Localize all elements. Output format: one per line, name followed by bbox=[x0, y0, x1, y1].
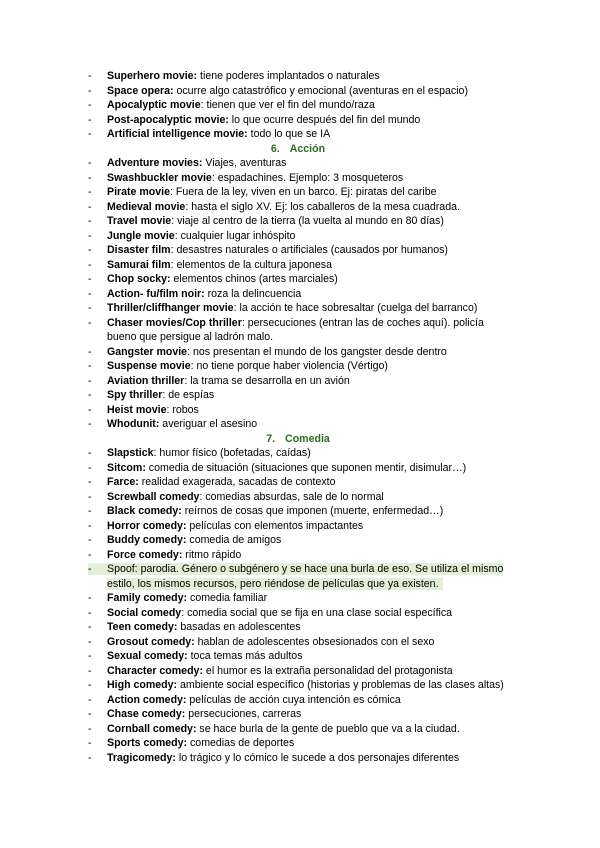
genre-description: reírnos de cosas que imponen (muerte, enfermedad…) bbox=[181, 505, 444, 517]
genre-term: Whodunit: bbox=[107, 418, 160, 430]
list-item bbox=[88, 548, 508, 563]
list-item bbox=[88, 84, 508, 99]
genre-description: : elementos de la cultura japonesa bbox=[170, 258, 332, 271]
bullet-dash: - bbox=[88, 693, 92, 706]
genre-term: Sitcom: bbox=[107, 461, 146, 474]
list-item bbox=[88, 519, 508, 534]
genre-term: Chase comedy: bbox=[107, 708, 186, 720]
genre-term: Social comedy bbox=[107, 606, 182, 619]
list-item bbox=[88, 403, 508, 418]
section-title: Comedia bbox=[285, 432, 330, 445]
list-item bbox=[88, 591, 508, 606]
list-item bbox=[88, 635, 508, 650]
genre-term: Samurai film bbox=[107, 258, 171, 271]
list-item bbox=[88, 504, 508, 519]
list-item bbox=[88, 417, 508, 432]
bullet-dash: - bbox=[88, 360, 92, 372]
bullet-dash: - bbox=[88, 186, 92, 198]
list-item bbox=[88, 388, 508, 403]
genre-term: Sexual comedy: bbox=[107, 650, 188, 662]
genre-term: Buddy comedy: bbox=[107, 534, 187, 546]
genre-description: : cualquier lugar inhóspito bbox=[174, 229, 296, 242]
list-item bbox=[88, 722, 508, 737]
bullet-dash: - bbox=[88, 737, 92, 749]
genre-term: Post-apocalyptic movie: bbox=[107, 113, 229, 126]
list-item bbox=[88, 707, 508, 722]
genre-description: : espadachines. Ejemplo: 3 mosqueteros bbox=[211, 171, 404, 184]
genre-term: Slapstick bbox=[107, 447, 154, 459]
list-item bbox=[88, 301, 508, 316]
genre-term: Sports comedy: bbox=[107, 737, 188, 749]
genre-term: Action- fu/film noir: bbox=[107, 287, 205, 300]
bullet-dash: - bbox=[88, 113, 92, 126]
genre-description: Spoof: parodia. Género o subgénero y se hace una burla de eso. Se utiliza el mismo estilo, los mismos recursos, pero riéndose de películas que ya existen. bbox=[107, 563, 504, 590]
list-item bbox=[88, 258, 508, 273]
list-item bbox=[88, 475, 508, 490]
genre-description: : Fuera de la ley, viven en un barco. Ej: piratas del caribe bbox=[170, 186, 437, 198]
genre-term: Superhero movie: bbox=[107, 70, 198, 82]
genre-description: realidad exagerada, sacadas de contexto bbox=[138, 476, 336, 488]
genre-description: : de espías bbox=[162, 389, 215, 401]
genre-description: : nos presentan el mundo de los gangster desde dentro bbox=[187, 345, 447, 358]
bullet-dash: - bbox=[88, 99, 92, 111]
bullet-dash: - bbox=[88, 157, 92, 169]
genre-term: Thriller/cliffhanger movie bbox=[107, 302, 234, 314]
bullet-dash: - bbox=[88, 374, 92, 387]
genre-term: Heist movie bbox=[107, 403, 167, 416]
bullet-dash: - bbox=[88, 244, 92, 256]
list-item bbox=[88, 736, 508, 751]
genre-description: persecuciones, carreras bbox=[185, 708, 302, 720]
bullet-dash: - bbox=[88, 229, 92, 242]
list-item bbox=[88, 127, 508, 142]
genre-term: Force comedy: bbox=[107, 548, 183, 561]
bullet-dash: - bbox=[88, 490, 92, 503]
bullet-dash: - bbox=[88, 273, 92, 285]
section-number: 7. bbox=[266, 432, 276, 445]
genre-description: tiene poderes implantados o naturales bbox=[197, 70, 380, 82]
list-item bbox=[88, 156, 508, 171]
list-item bbox=[88, 649, 508, 664]
bullet-dash: - bbox=[88, 461, 92, 474]
genre-description: elementos chinos (artes marciales) bbox=[170, 273, 338, 285]
genre-term: Aviation thriller bbox=[107, 374, 185, 387]
list-item bbox=[88, 185, 508, 200]
bullet-dash: - bbox=[88, 664, 92, 677]
genre-term: Apocalyptic movie bbox=[107, 99, 201, 111]
list-item bbox=[88, 316, 508, 345]
genre-term: Swashbuckler movie bbox=[107, 171, 212, 184]
bullet-dash: - bbox=[88, 592, 92, 604]
genre-term: Action comedy: bbox=[107, 693, 187, 706]
list-item bbox=[88, 606, 508, 621]
section-heading bbox=[88, 432, 508, 447]
bullet-dash: - bbox=[88, 84, 92, 97]
genre-description: Viajes, aventuras bbox=[202, 157, 287, 169]
genre-description: películas con elementos impactantes bbox=[186, 519, 364, 532]
bullet-dash: - bbox=[88, 215, 92, 227]
list-item bbox=[88, 229, 508, 244]
list-item bbox=[88, 751, 508, 766]
genre-term: Artificial intelligence movie: bbox=[107, 128, 248, 140]
genre-term: Space opera: bbox=[107, 84, 174, 97]
list-item bbox=[88, 446, 508, 461]
genre-description: comedia familiar bbox=[187, 592, 268, 604]
genre-description: : no tiene porque haber violencia (Vértigo) bbox=[190, 360, 388, 372]
genre-description: lo que ocurre después del fin del mundo bbox=[228, 113, 421, 126]
bullet-dash: - bbox=[88, 70, 92, 82]
genre-description: : viaje al centro de la tierra (la vuelta al mundo en 80 días) bbox=[171, 215, 444, 227]
genre-description: ocurre algo catastrófico y emocional (aventuras en el espacio) bbox=[173, 84, 468, 97]
bullet-dash: - bbox=[88, 722, 92, 735]
genre-term: Tragicomedy: bbox=[107, 751, 176, 764]
bullet-dash: - bbox=[88, 534, 92, 546]
section-heading bbox=[88, 142, 508, 157]
genre-description: : tienen que ver el fin del mundo/raza bbox=[200, 99, 375, 111]
list-item bbox=[88, 287, 508, 302]
bullet-dash: - bbox=[88, 389, 92, 401]
genre-term: Suspense movie bbox=[107, 360, 191, 372]
genre-term: Chaser movies/Cop thriller bbox=[107, 316, 242, 329]
genre-description: roza la delincuencia bbox=[204, 287, 302, 300]
genre-term: Travel movie bbox=[107, 215, 172, 227]
genre-description: : la trama se desarrolla en un avión bbox=[184, 374, 350, 387]
bullet-dash: - bbox=[88, 403, 92, 416]
bullet-dash: - bbox=[88, 200, 92, 213]
list-item bbox=[88, 490, 508, 505]
genre-description: ambiente social específico (historias y problemas de las clases altas) bbox=[177, 679, 504, 691]
genre-term: Spy thriller bbox=[107, 389, 163, 401]
genre-term: Jungle movie bbox=[107, 229, 175, 242]
list-item bbox=[88, 359, 508, 374]
genre-description: : humor físico (bofetadas, caídas) bbox=[153, 447, 311, 459]
genre-term: Disaster film bbox=[107, 244, 171, 256]
bullet-dash: - bbox=[88, 476, 92, 488]
bullet-dash: - bbox=[88, 316, 92, 329]
genre-description: comedia de amigos bbox=[186, 534, 282, 546]
genre-term: Pirate movie bbox=[107, 186, 171, 198]
bullet-dash: - bbox=[88, 621, 92, 633]
genre-description: : hasta el siglo XV. Ej: los caballeros de la mesa cuadrada. bbox=[185, 200, 460, 213]
bullet-dash: - bbox=[88, 302, 92, 314]
bullet-dash: - bbox=[88, 345, 92, 358]
bullet-dash: - bbox=[88, 606, 92, 619]
genre-list bbox=[88, 69, 508, 765]
bullet-dash: - bbox=[88, 708, 92, 720]
genre-term: Family comedy: bbox=[107, 592, 188, 604]
bullet-dash: - bbox=[88, 171, 92, 184]
list-item bbox=[88, 620, 508, 635]
bullet-dash: - bbox=[88, 258, 92, 271]
genre-description: : comedia social que se fija en una clase social específica bbox=[181, 606, 453, 619]
genre-description: : robos bbox=[166, 403, 199, 416]
genre-term: Cornball comedy: bbox=[107, 722, 197, 735]
bullet-dash: - bbox=[88, 635, 92, 648]
genre-term: Chop socky: bbox=[107, 273, 171, 285]
bullet-dash: - bbox=[88, 418, 92, 430]
list-item bbox=[88, 69, 508, 84]
bullet-dash: - bbox=[88, 128, 92, 140]
genre-term: Character comedy: bbox=[107, 664, 203, 677]
list-item bbox=[88, 533, 508, 548]
bullet-dash: - bbox=[88, 287, 92, 300]
genre-description: : desastres naturales o artificiales (causados por humanos) bbox=[170, 244, 448, 256]
genre-description: : persecuciones (entran las de coches aquí). policía bueno que persigue al ladrón malo. bbox=[107, 316, 484, 343]
bullet-dash: - bbox=[88, 563, 92, 575]
bullet-dash: - bbox=[88, 505, 92, 517]
section-number: 6. bbox=[270, 142, 280, 155]
bullet-dash: - bbox=[88, 751, 92, 764]
genre-description: lo trágico y lo cómico le sucede a dos personajes diferentes bbox=[175, 751, 460, 764]
genre-description: averiguar el asesino bbox=[159, 418, 258, 430]
list-item bbox=[88, 113, 508, 128]
list-item bbox=[88, 562, 508, 591]
list-item bbox=[88, 200, 508, 215]
bullet-dash: - bbox=[88, 548, 92, 561]
genre-description: comedia de situación (situaciones que suponen mentir, disimular…) bbox=[145, 461, 467, 474]
list-item bbox=[88, 214, 508, 229]
genre-term: Teen comedy: bbox=[107, 621, 178, 633]
genre-term: Farce: bbox=[107, 476, 139, 488]
list-item bbox=[88, 678, 508, 693]
bullet-dash: - bbox=[88, 650, 92, 662]
list-item bbox=[88, 98, 508, 113]
bullet-dash: - bbox=[88, 519, 92, 532]
genre-description: ritmo rápido bbox=[182, 548, 242, 561]
genre-term: Screwball comedy bbox=[107, 490, 200, 503]
genre-term: Gangster movie bbox=[107, 345, 188, 358]
list-item bbox=[88, 171, 508, 186]
genre-term: Grosout comedy: bbox=[107, 635, 195, 648]
list-item bbox=[88, 374, 508, 389]
list-item bbox=[88, 345, 508, 360]
list-item bbox=[88, 693, 508, 708]
genre-description: : la acción te hace sobresaltar (cuelga del barranco) bbox=[233, 302, 478, 314]
list-item bbox=[88, 461, 508, 476]
genre-description: toca temas más adultos bbox=[187, 650, 303, 662]
bullet-dash: - bbox=[88, 679, 92, 691]
genre-description: películas de acción cuya intención es cómica bbox=[186, 693, 401, 706]
genre-description: se hace burla de la gente de pueblo que va a la ciudad. bbox=[196, 722, 460, 735]
list-item bbox=[88, 243, 508, 258]
genre-term: Black comedy: bbox=[107, 505, 182, 517]
genre-description: : comedias absurdas, sale de lo normal bbox=[199, 490, 384, 503]
list-item bbox=[88, 664, 508, 679]
list-item bbox=[88, 272, 508, 287]
bullet-dash: - bbox=[88, 447, 92, 459]
section-title: Acción bbox=[289, 142, 326, 155]
genre-description: comedias de deportes bbox=[187, 737, 295, 749]
genre-term: High comedy: bbox=[107, 679, 178, 691]
genre-term: Medieval movie bbox=[107, 200, 186, 213]
genre-description: hablan de adolescentes obsesionados con el sexo bbox=[194, 635, 435, 648]
genre-term: Horror comedy: bbox=[107, 519, 187, 532]
genre-term: Adventure movies: bbox=[107, 157, 203, 169]
genre-description: basadas en adolescentes bbox=[177, 621, 301, 633]
genre-description: el humor es la extraña personalidad del protagonista bbox=[202, 664, 453, 677]
genre-description: todo lo que se IA bbox=[247, 128, 331, 140]
